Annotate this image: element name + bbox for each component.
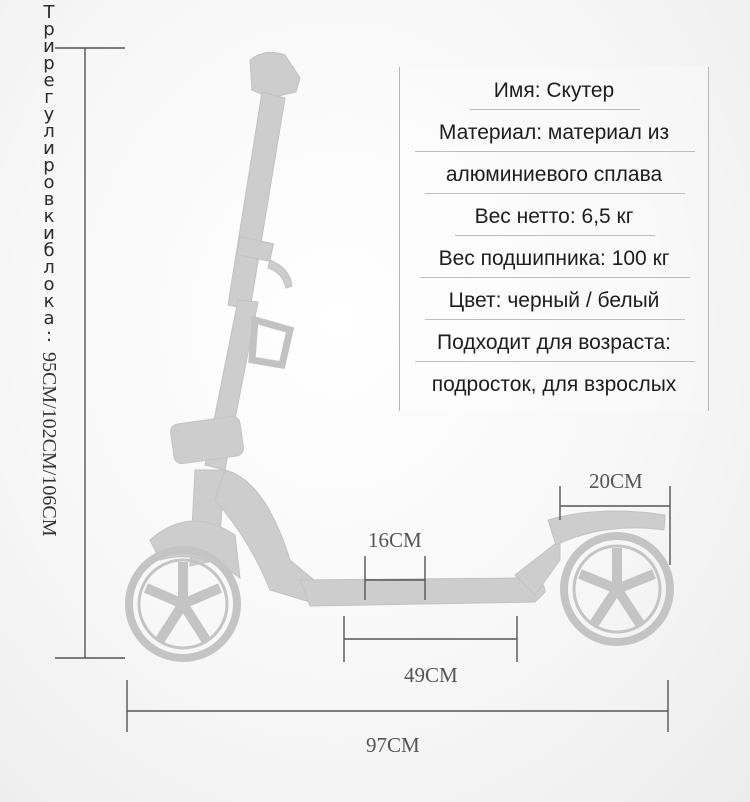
info-line-name: Имя: Скутер [493,79,615,102]
vertical-label-char: л [43,121,55,142]
vertical-label-char: л [43,257,55,278]
divider [455,235,655,236]
vertical-label-char: и [43,223,55,244]
info-line-material-cont: алюминиевого сплава [445,163,663,186]
vertical-label-char: р [43,53,55,74]
info-line-age: Подходит для возраста: [437,331,671,354]
info-line-load: Вес подшипника: 100 кг [438,247,670,270]
divider [415,361,695,362]
info-line-weight: Вес нетто: 6,5 кг [474,205,634,228]
vertical-label-char: е [43,70,55,91]
rear-fender-label: 20CM [589,469,643,493]
vertical-label-char: к [43,206,55,227]
rear-wheel [564,536,670,642]
info-box [399,67,709,411]
info-line-age-cont: подросток, для взрослых [431,373,677,396]
vertical-label-char: о [43,274,55,295]
vertical-label-char: б [43,240,55,261]
divider [425,319,685,320]
divider [415,151,695,152]
total-length-label: 97CM [366,733,420,757]
divider [425,193,685,194]
divider [470,109,640,110]
vertical-label-char: и [43,138,55,159]
vertical-label-char: а [43,308,55,329]
vertical-label-char: у [43,104,55,125]
vertical-label-char: р [43,155,55,176]
height-dimension-line [55,48,125,658]
divider [420,277,690,278]
vertical-label-char: о [43,172,55,193]
info-line-color: Цвет: черный / белый [448,289,660,312]
vertical-label-char: г [44,87,54,108]
deck-length-label: 49CM [404,663,458,687]
height-measure-label: 95CM/102CM/106CM [38,352,60,537]
deck-width-label: 16CM [368,528,422,552]
vertical-label-char: : [45,325,53,346]
info-line-material: Материал: материал из [438,121,670,144]
vertical-label-char: к [43,291,55,312]
vertical-label-char: и [43,36,55,57]
front-wheel [129,550,237,658]
vertical-label-char: Т [43,2,55,23]
vertical-label [38,4,60,344]
vertical-label-char: в [43,189,55,210]
vertical-label-char: р [43,19,55,40]
